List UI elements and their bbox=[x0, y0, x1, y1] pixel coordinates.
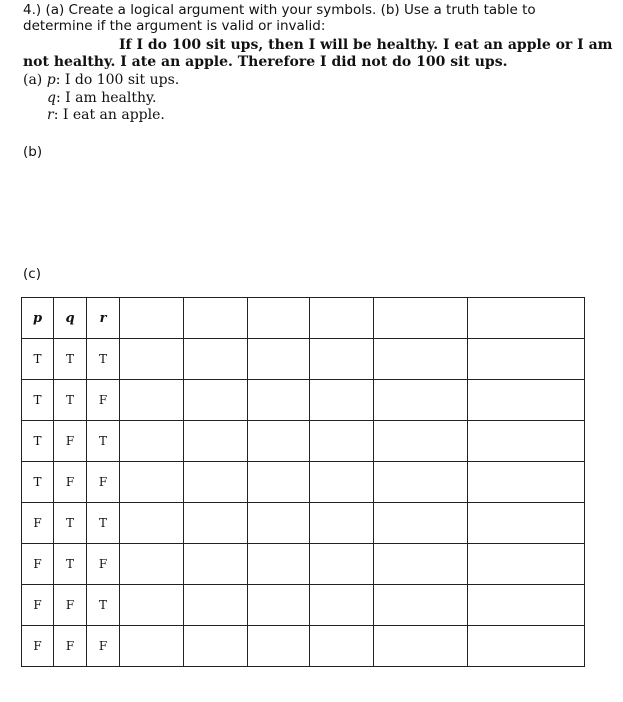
truth-value-cell: F bbox=[22, 585, 54, 626]
blank-answer-cell bbox=[468, 626, 585, 667]
question-line-2: determine if the argument is valid or invalid: bbox=[23, 18, 326, 34]
argument-line-1: If I do 100 sit ups, then I will be healthy. I eat an apple or I am bbox=[119, 37, 613, 53]
blank-answer-cell bbox=[120, 585, 184, 626]
blank-answer-cell bbox=[184, 421, 248, 462]
blank-answer-cell bbox=[248, 380, 310, 421]
q-variable: q bbox=[47, 90, 56, 106]
part-a-r-line bbox=[47, 107, 165, 124]
header-cell bbox=[310, 298, 374, 339]
truth-table-row bbox=[22, 626, 585, 667]
blank-answer-cell bbox=[468, 380, 585, 421]
truth-table-row bbox=[22, 462, 585, 503]
truth-value-cell: F bbox=[54, 421, 87, 462]
blank-answer-cell bbox=[184, 380, 248, 421]
blank-answer-cell bbox=[468, 421, 585, 462]
blank-answer-cell bbox=[120, 421, 184, 462]
truth-value-cell: F bbox=[87, 626, 120, 667]
truth-value-cell: T bbox=[87, 503, 120, 544]
q-statement: : I am healthy. bbox=[55, 90, 157, 106]
truth-value-cell: T bbox=[87, 585, 120, 626]
blank-answer-cell bbox=[374, 380, 468, 421]
truth-value-cell: F bbox=[87, 462, 120, 503]
part-c-label: (c) bbox=[23, 266, 41, 282]
truth-table-row bbox=[22, 503, 585, 544]
blank-answer-cell bbox=[248, 503, 310, 544]
blank-answer-cell bbox=[374, 544, 468, 585]
part-b-label: (b) bbox=[23, 144, 43, 160]
blank-answer-cell bbox=[120, 503, 184, 544]
header-cell: r bbox=[87, 298, 120, 339]
blank-answer-cell bbox=[310, 462, 374, 503]
blank-answer-cell bbox=[184, 626, 248, 667]
truth-value-cell: T bbox=[22, 421, 54, 462]
blank-answer-cell bbox=[248, 626, 310, 667]
blank-answer-cell bbox=[248, 462, 310, 503]
blank-answer-cell bbox=[184, 503, 248, 544]
blank-answer-cell bbox=[120, 544, 184, 585]
blank-answer-cell bbox=[184, 585, 248, 626]
blank-answer-cell bbox=[120, 462, 184, 503]
truth-value-cell: T bbox=[54, 503, 87, 544]
blank-answer-cell bbox=[468, 339, 585, 380]
truth-value-cell: F bbox=[54, 585, 87, 626]
p-variable: p bbox=[46, 72, 56, 88]
blank-answer-cell bbox=[248, 585, 310, 626]
truth-value-cell: T bbox=[22, 462, 54, 503]
truth-table-row bbox=[22, 544, 585, 585]
truth-value-cell: F bbox=[87, 380, 120, 421]
header-cell bbox=[184, 298, 248, 339]
blank-answer-cell bbox=[374, 503, 468, 544]
blank-answer-cell bbox=[468, 585, 585, 626]
blank-answer-cell bbox=[184, 544, 248, 585]
blank-answer-cell bbox=[374, 421, 468, 462]
truth-value-cell: T bbox=[22, 380, 54, 421]
blank-answer-cell bbox=[184, 462, 248, 503]
blank-answer-cell bbox=[310, 626, 374, 667]
part-a-p-line bbox=[23, 72, 179, 89]
truth-value-cell: T bbox=[54, 544, 87, 585]
truth-table-header-row bbox=[22, 298, 585, 339]
blank-answer-cell bbox=[374, 626, 468, 667]
truth-value-cell: F bbox=[54, 462, 87, 503]
blank-answer-cell bbox=[374, 585, 468, 626]
truth-value-cell: T bbox=[54, 339, 87, 380]
blank-answer-cell bbox=[310, 585, 374, 626]
truth-table-row bbox=[22, 585, 585, 626]
blank-answer-cell bbox=[248, 339, 310, 380]
blank-answer-cell bbox=[184, 339, 248, 380]
question-line-1: 4.) (a) Create a logical argument with your symbols. (b) Use a truth table to bbox=[23, 2, 536, 18]
blank-answer-cell bbox=[120, 339, 184, 380]
blank-answer-cell bbox=[310, 421, 374, 462]
truth-value-cell: F bbox=[22, 626, 54, 667]
truth-value-cell: T bbox=[54, 380, 87, 421]
header-cell bbox=[468, 298, 585, 339]
truth-table bbox=[21, 297, 585, 667]
blank-answer-cell bbox=[120, 626, 184, 667]
part-a-q-line bbox=[47, 90, 156, 107]
blank-answer-cell bbox=[468, 503, 585, 544]
argument-line-2: not healthy. I ate an apple. Therefore I did not do 100 sit ups. bbox=[23, 54, 508, 70]
truth-value-cell: T bbox=[22, 339, 54, 380]
part-a-label: (a) bbox=[23, 72, 43, 88]
truth-value-cell: F bbox=[54, 626, 87, 667]
header-cell bbox=[120, 298, 184, 339]
blank-answer-cell bbox=[310, 380, 374, 421]
blank-answer-cell bbox=[468, 462, 585, 503]
header-cell: p bbox=[22, 298, 54, 339]
r-statement: : I eat an apple. bbox=[53, 107, 165, 123]
r-variable: r bbox=[47, 107, 54, 123]
truth-table-row bbox=[22, 339, 585, 380]
truth-table-body bbox=[22, 298, 585, 667]
blank-answer-cell bbox=[310, 339, 374, 380]
truth-value-cell: T bbox=[87, 421, 120, 462]
truth-value-cell: T bbox=[87, 339, 120, 380]
blank-answer-cell bbox=[374, 462, 468, 503]
blank-answer-cell bbox=[310, 503, 374, 544]
blank-answer-cell bbox=[248, 544, 310, 585]
truth-value-cell: F bbox=[22, 544, 54, 585]
header-cell bbox=[374, 298, 468, 339]
p-statement: : I do 100 sit ups. bbox=[55, 72, 180, 88]
blank-answer-cell bbox=[468, 544, 585, 585]
truth-table-row bbox=[22, 421, 585, 462]
blank-answer-cell bbox=[248, 421, 310, 462]
truth-table-row bbox=[22, 380, 585, 421]
truth-value-cell: F bbox=[22, 503, 54, 544]
blank-answer-cell bbox=[310, 544, 374, 585]
header-cell: q bbox=[54, 298, 87, 339]
blank-answer-cell bbox=[120, 380, 184, 421]
blank-answer-cell bbox=[374, 339, 468, 380]
header-cell bbox=[248, 298, 310, 339]
truth-value-cell: F bbox=[87, 544, 120, 585]
